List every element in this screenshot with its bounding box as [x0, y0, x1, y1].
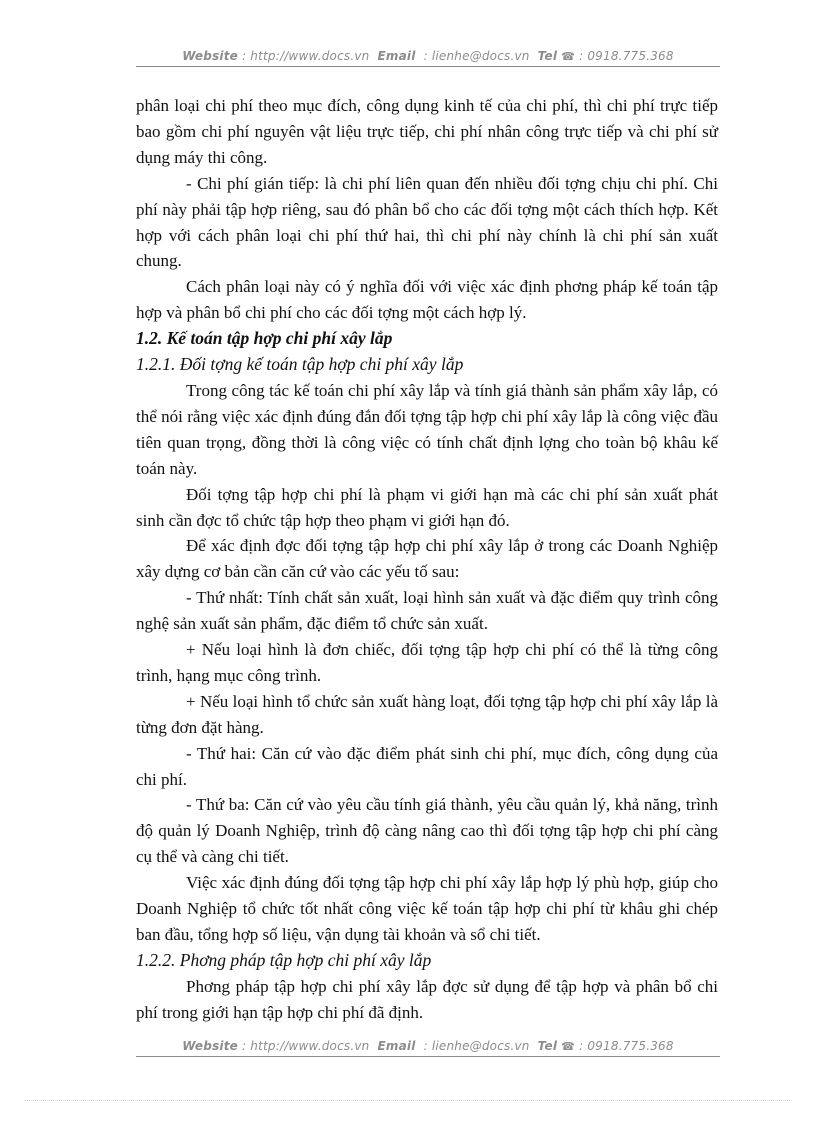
phone-icon: ☎ [561, 1040, 576, 1053]
paragraph: phân loại chi phí theo mục đích, công dụng kinh tế của chi phí, thì chi phí trực tiếp bao gồm chi phí nguyên vật liệu trực tiếp, chi phí nhân công trực tiếp và chi phí sử dụng máy thi công. [136, 96, 718, 167]
paragraph: - Thứ ba: Căn cứ vào yêu cầu tính giá thành, yêu cầu quản lý, khả năng, trình độ quản lý Doanh Nghiệp, trình độ càng nâng cao thì đối tợng tập hợp chi phí càng cụ thể và càng chi tiết. [136, 795, 718, 867]
footer-tel-value: : 0918.775.368 [579, 1039, 674, 1053]
paragraph: Cách phân loại này có ý nghĩa đối với việc xác định phơng pháp kế toán tập hợp và phân bổ chi phí cho các đối tợng một cách hợp lý. [136, 277, 718, 323]
footer-email-value: : lienhe@docs.vn [423, 1039, 530, 1053]
section-heading-1-2: 1.2. Kế toán tập hợp chi phí xây lắp [136, 328, 393, 349]
footer-rule [136, 1056, 720, 1057]
section-heading-1-2-1: 1.2.1. Đối tợng kế toán tập hợp chi phí xây lắp [136, 354, 464, 375]
phone-icon: ☎ [561, 50, 576, 63]
section-heading-1-2-2: 1.2.2. Phơng pháp tập hợp chi phí xây lắp [136, 949, 432, 970]
paragraph: - Thứ nhất: Tính chất sản xuất, loại hình sản xuất và đặc điểm quy trình công nghệ sản xuất sản phẩm, đặc điểm tổ chức sản xuất. [136, 588, 718, 634]
header-rule [136, 66, 720, 67]
header-website-label: Website [182, 49, 238, 63]
paragraph: - Thứ hai: Căn cứ vào đặc điểm phát sinh chi phí, mục đích, công dụng của chi phí. [136, 743, 718, 789]
header-website-value: : http://www.docs.vn [242, 49, 370, 63]
header-tel-value: : 0918.775.368 [579, 49, 674, 63]
header-tel-label: Tel [537, 49, 558, 63]
paragraph: Trong công tác kế toán chi phí xây lắp và tính giá thành sản phẩm xây lắp, có thể nói rằng việc xác định đúng đắn đối tợng tập hợp chi phí xây lắp là công việc đầu tiên quan trọng, đồng thời là công việc có tính chất định lợng cho toàn bộ khâu kế toán này. [136, 380, 718, 478]
paragraph: Để xác định đợc đối tợng tập hợp chi phí xây lắp ở trong các Doanh Nghiệp xây dựng cơ bản cần căn cứ vào các yếu tố sau: [136, 536, 718, 582]
footer-tel-label: Tel [537, 1039, 558, 1053]
document-body [136, 93, 718, 1026]
header-email-label: Email [377, 49, 416, 63]
header-email-value: : lienhe@docs.vn [423, 49, 530, 63]
paragraph: Đối tợng tập hợp chi phí là phạm vi giới hạn mà các chi phí sản xuất phát sinh cần đợc tổ chức tập hợp theo phạm vi giới hạn đó. [136, 484, 718, 530]
paragraph: Việc xác định đúng đối tợng tập hợp chi phí xây lắp hợp lý phù hợp, giúp cho Doanh Nghiệp tổ chức tốt nhất công việc kế toán tập hợp chi phí từ khâu ghi chép ban đầu, tổng hợp số liệu, vận dụng tài khoản và sổ chi tiết. [136, 873, 718, 944]
paragraph: + Nếu loại hình tổ chức sản xuất hàng loạt, đối tợng tập hợp chi phí xây lắp là từng đơn đặt hàng. [136, 691, 718, 737]
paragraph: + Nếu loại hình là đơn chiếc, đối tợng tập hợp chi phí có thể là từng công trình, hạng mục công trình. [136, 640, 718, 685]
footer-website-value: : http://www.docs.vn [242, 1039, 370, 1053]
page-footer [136, 1039, 720, 1053]
footer-website-label: Website [182, 1039, 238, 1053]
page-bottom-divider [24, 1100, 792, 1101]
page-header [136, 49, 720, 63]
footer-email-label: Email [377, 1039, 416, 1053]
paragraph: - Chi phí gián tiếp: là chi phí liên quan đến nhiều đối tợng chịu chi phí. Chi phí này phải tập hợp riêng, sau đó phân bổ cho các đối tợng một cách thích hợp. Kết hợp với cách phân loại chi phí thứ hai, thì chi phí này chính là chi phí sản xuất chung. [136, 173, 718, 271]
paragraph: Phơng pháp tập hợp chi phí xây lắp đợc sử dụng để tập hợp và phân bổ chi phí trong giới hạn tập hợp chi phí đã định. [136, 976, 718, 1022]
